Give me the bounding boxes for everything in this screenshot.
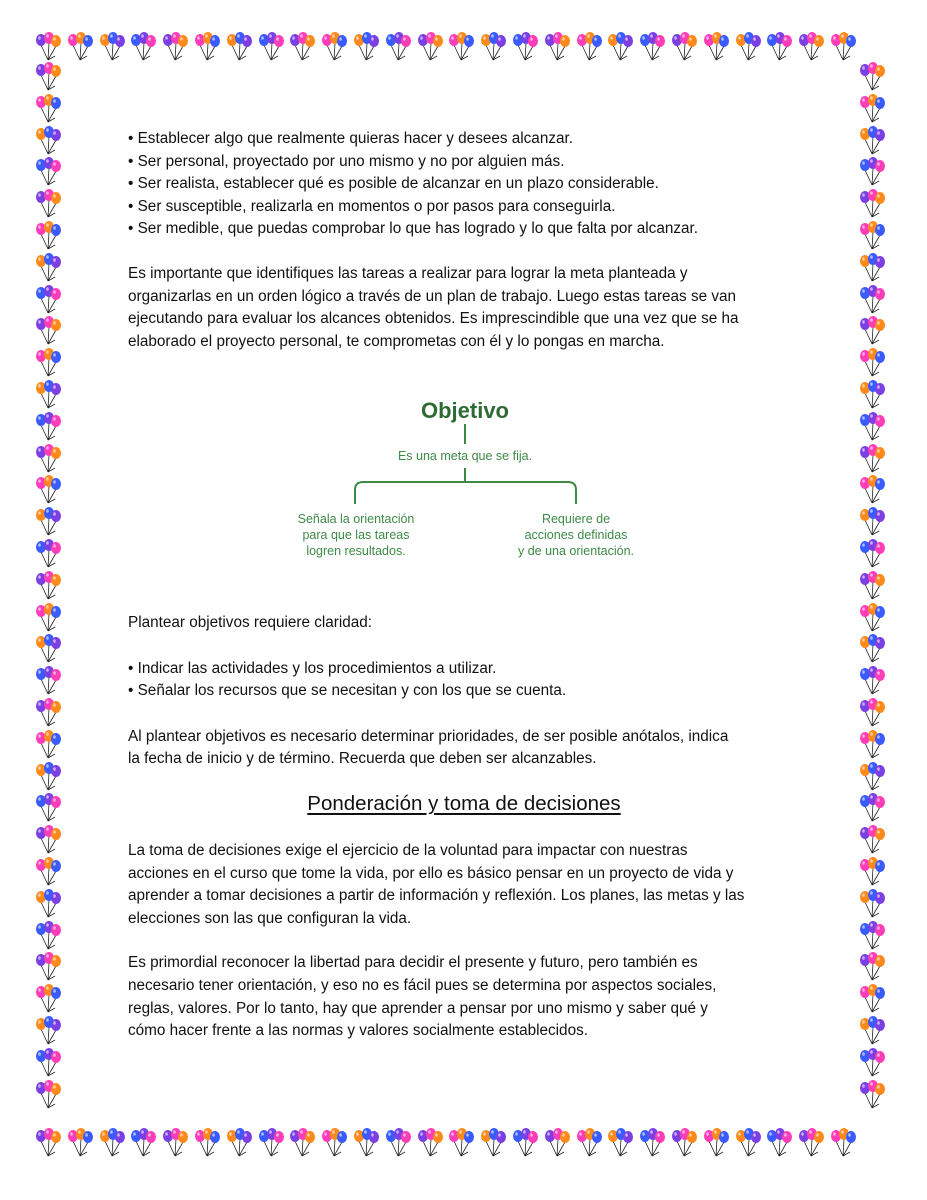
balloon-bunch-icon <box>193 32 223 62</box>
diagram-left-line: Señala la orientación <box>297 512 415 526</box>
balloon-bunch-icon <box>34 889 64 919</box>
balloon-bunch-icon <box>447 1128 477 1158</box>
balloon-bunch-icon <box>858 412 888 442</box>
intro-bullet-list <box>128 128 800 241</box>
diagram-branch <box>355 482 576 504</box>
diagram-right-line: Requiere de <box>541 512 611 526</box>
balloon-bunch-icon <box>858 507 888 537</box>
balloon-bunch-icon <box>670 32 700 62</box>
paragraph-line: Es primordial reconocer la libertad para decidir el presente y futuro, pero también es <box>128 954 698 972</box>
balloon-bunch-icon <box>797 32 827 62</box>
paragraph-line: elecciones son las que configuran la vida. <box>128 909 412 927</box>
balloon-bunch-icon <box>320 32 350 62</box>
balloon-bunch-icon <box>858 634 888 664</box>
paragraph-line: Es importante que identifiques las tareas a realizar para lograr la meta planteada y <box>128 264 688 282</box>
balloon-bunch-icon <box>34 189 64 219</box>
balloon-bunch-icon <box>34 698 64 728</box>
balloon-bunch-icon <box>797 1128 827 1158</box>
balloon-bunch-icon <box>129 32 159 62</box>
balloon-bunch-icon <box>384 1128 414 1158</box>
balloon-bunch-icon <box>34 507 64 537</box>
paragraph-line: aprender a tomar decisiones a partir de información y reflexión. Los planes, las metas y las <box>128 887 745 905</box>
balloon-bunch-icon <box>858 698 888 728</box>
balloon-bunch-icon <box>34 762 64 792</box>
diagram-left-line: para que las tareas <box>302 528 410 542</box>
balloon-bunch-icon <box>858 62 888 92</box>
balloon-bunch-icon <box>288 32 318 62</box>
balloon-bunch-icon <box>858 984 888 1014</box>
list-item: • Indicar las actividades y los procedimientos a utilizar. <box>128 659 497 677</box>
balloon-bunch-icon <box>34 825 64 855</box>
balloon-bunch-icon <box>765 32 795 62</box>
balloon-bunch-icon <box>638 32 668 62</box>
balloon-bunch-icon <box>193 1128 223 1158</box>
balloon-bunch-icon <box>225 32 255 62</box>
balloon-bunch-icon <box>858 793 888 823</box>
balloon-bunch-icon <box>606 1128 636 1158</box>
balloon-bunch-icon <box>858 666 888 696</box>
balloon-bunch-icon <box>858 825 888 855</box>
list-item: • Ser realista, establecer qué es posible de alcanzar en un plazo considerable. <box>128 175 659 193</box>
balloon-bunch-icon <box>734 1128 764 1158</box>
balloon-bunch-icon <box>34 380 64 410</box>
balloon-bunch-icon <box>98 1128 128 1158</box>
balloon-bunch-icon <box>858 603 888 633</box>
plan-paragraph <box>128 263 800 353</box>
balloon-bunch-icon <box>161 32 191 62</box>
balloon-bunch-icon <box>858 221 888 251</box>
priorities-paragraph <box>128 726 800 771</box>
balloon-border-left <box>34 62 64 1110</box>
balloon-bunch-icon <box>858 730 888 760</box>
balloon-bunch-icon <box>858 571 888 601</box>
balloon-bunch-icon <box>288 1128 318 1158</box>
balloon-bunch-icon <box>34 94 64 124</box>
balloon-bunch-icon <box>575 32 605 62</box>
balloon-bunch-icon <box>829 32 859 62</box>
balloon-bunch-icon <box>257 1128 287 1158</box>
balloon-bunch-icon <box>670 1128 700 1158</box>
paragraph-line: La toma de decisiones exige el ejercicio de la voluntad para impactar con nuestras <box>128 842 688 859</box>
decisions-section <box>128 840 800 1043</box>
balloon-bunch-icon <box>34 475 64 505</box>
decisions-paragraph <box>128 840 800 930</box>
balloon-bunch-icon <box>34 412 64 442</box>
balloon-bunch-icon <box>416 1128 446 1158</box>
balloon-bunch-icon <box>34 126 64 156</box>
paragraph-line: necesario tener orientación, y eso no es fácil pues se determina por aspectos sociales, <box>128 976 717 994</box>
balloon-bunch-icon <box>858 316 888 346</box>
balloon-bunch-icon <box>858 475 888 505</box>
paragraph-line: reglas, valores. Por lo tanto, hay que aprender a pensar por uno mismo y saber qué y <box>128 999 708 1017</box>
balloon-bunch-icon <box>638 1128 668 1158</box>
balloon-bunch-icon <box>734 32 764 62</box>
balloon-bunch-icon <box>34 1080 64 1110</box>
list-item: • Ser medible, que puedas comprobar lo que has logrado y lo que falta por alcanzar. <box>128 220 698 238</box>
balloon-bunch-icon <box>129 1128 159 1158</box>
balloon-bunch-icon <box>34 62 64 92</box>
balloon-bunch-icon <box>66 32 96 62</box>
balloon-bunch-icon <box>34 316 64 346</box>
paragraph-line: acciones en el curso que tome la vida, por ello es básico pensar en un proyecto de vida y <box>128 864 734 882</box>
balloon-bunch-icon <box>858 285 888 315</box>
balloon-bunch-icon <box>98 32 128 62</box>
balloon-bunch-icon <box>416 32 446 62</box>
balloon-bunch-icon <box>765 1128 795 1158</box>
balloon-bunch-icon <box>858 444 888 474</box>
balloon-bunch-icon <box>34 285 64 315</box>
balloon-bunch-icon <box>34 253 64 283</box>
objective-diagram-svg <box>270 392 670 572</box>
balloon-bunch-icon <box>858 1016 888 1046</box>
balloon-bunch-icon <box>34 157 64 187</box>
list-item: • Señalar los recursos que se necesitan y con los que se cuenta. <box>128 682 567 700</box>
balloon-bunch-icon <box>352 1128 382 1158</box>
balloon-bunch-icon <box>34 1016 64 1046</box>
balloon-border-bottom <box>34 1128 859 1158</box>
balloon-bunch-icon <box>34 634 64 664</box>
balloon-bunch-icon <box>858 921 888 951</box>
diagram-title: Objetivo <box>420 398 510 423</box>
intro-section <box>128 128 800 353</box>
balloon-bunch-icon <box>34 603 64 633</box>
balloon-bunch-icon <box>34 221 64 251</box>
balloon-bunch-icon <box>66 1128 96 1158</box>
balloon-bunch-icon <box>34 793 64 823</box>
paragraph-line: la fecha de inicio y de término. Recuerda que deben ser alcanzables. <box>128 750 597 768</box>
balloon-bunch-icon <box>511 1128 541 1158</box>
balloon-bunch-icon <box>257 32 287 62</box>
balloon-bunch-icon <box>858 94 888 124</box>
list-item: • Establecer algo que realmente quieras hacer y desees alcanzar. <box>128 130 573 147</box>
balloon-bunch-icon <box>352 32 382 62</box>
balloon-bunch-icon <box>34 539 64 569</box>
balloon-bunch-icon <box>858 1048 888 1078</box>
balloon-bunch-icon <box>575 1128 605 1158</box>
balloon-bunch-icon <box>858 762 888 792</box>
balloon-bunch-icon <box>34 1128 64 1158</box>
balloon-bunch-icon <box>543 32 573 62</box>
balloon-bunch-icon <box>34 730 64 760</box>
freedom-paragraph <box>128 952 800 1042</box>
diagram-right-line: y de una orientación. <box>517 544 635 558</box>
balloon-bunch-icon <box>384 32 414 62</box>
balloon-bunch-icon <box>479 32 509 62</box>
clarity-bullet-list <box>128 658 800 703</box>
balloon-bunch-icon <box>34 666 64 696</box>
diagram-left-line: logren resultados. <box>306 544 406 558</box>
balloon-bunch-icon <box>858 348 888 378</box>
objective-diagram <box>270 392 670 572</box>
list-item: • Ser susceptible, realizarla en momentos o por pasos para conseguirla. <box>128 197 616 215</box>
balloon-bunch-icon <box>606 32 636 62</box>
balloon-bunch-icon <box>829 1128 859 1158</box>
balloon-bunch-icon <box>858 157 888 187</box>
section-heading: Ponderación y toma de decisiones <box>307 792 621 815</box>
balloon-bunch-icon <box>858 952 888 982</box>
balloon-bunch-icon <box>858 889 888 919</box>
balloon-bunch-icon <box>858 126 888 156</box>
balloon-bunch-icon <box>858 539 888 569</box>
balloon-bunch-icon <box>858 189 888 219</box>
balloon-bunch-icon <box>34 348 64 378</box>
balloon-border-top <box>34 32 859 62</box>
balloon-bunch-icon <box>34 984 64 1014</box>
balloon-bunch-icon <box>858 253 888 283</box>
clarity-intro: Plantear objetivos requiere claridad: <box>128 614 373 631</box>
balloon-bunch-icon <box>34 857 64 887</box>
diagram-right-line: acciones definidas <box>524 528 628 542</box>
balloon-bunch-icon <box>225 1128 255 1158</box>
balloon-bunch-icon <box>702 32 732 62</box>
balloon-bunch-icon <box>320 1128 350 1158</box>
balloon-bunch-icon <box>34 444 64 474</box>
paragraph-line: ejecutando para evaluar los alcances obtenidos. Es imprescindible que una vez que se ha <box>128 310 739 328</box>
paragraph-line: cómo hacer frente a las normas y valores socialmente establecidos. <box>128 1022 588 1040</box>
balloon-bunch-icon <box>858 1080 888 1110</box>
list-item: • Ser personal, proyectado por uno mismo y no por alguien más. <box>128 152 565 170</box>
paragraph-line: elaborado el proyecto personal, te comprometas con él y lo pongas en marcha. <box>128 332 665 350</box>
balloon-bunch-icon <box>447 32 477 62</box>
clarity-section <box>128 612 800 771</box>
balloon-bunch-icon <box>34 921 64 951</box>
balloon-bunch-icon <box>511 32 541 62</box>
balloon-bunch-icon <box>34 1048 64 1078</box>
balloon-bunch-icon <box>543 1128 573 1158</box>
balloon-bunch-icon <box>702 1128 732 1158</box>
balloon-bunch-icon <box>34 571 64 601</box>
diagram-definition: Es una meta que se fija. <box>397 449 533 463</box>
balloon-bunch-icon <box>858 857 888 887</box>
balloon-border-right <box>858 62 888 1110</box>
paragraph-line: Al plantear objetivos es necesario determinar prioridades, de ser posible anótalos, indica <box>128 727 729 745</box>
balloon-bunch-icon <box>34 32 64 62</box>
balloon-bunch-icon <box>161 1128 191 1158</box>
paragraph-line: organizarlas en un orden lógico a través de un plan de trabajo. Luego estas tareas se van <box>128 287 737 305</box>
balloon-bunch-icon <box>34 952 64 982</box>
balloon-bunch-icon <box>479 1128 509 1158</box>
balloon-bunch-icon <box>858 380 888 410</box>
